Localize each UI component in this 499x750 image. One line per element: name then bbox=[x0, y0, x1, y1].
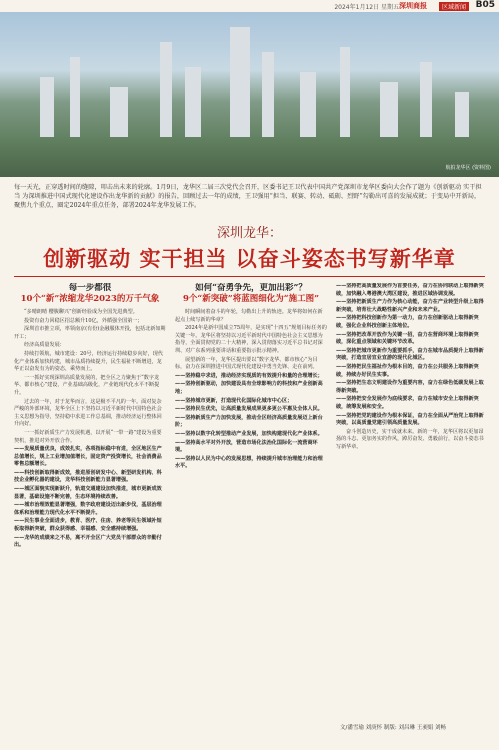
body-paragraph: 投资有奋力回稳区招总额升10亿，外循强全国第一； bbox=[24, 317, 143, 324]
body-paragraph: ——城市治理效能显著增强，数字政府建设迈出新步伐，基层治理体系和治理能力现代化水平不断提升。 bbox=[14, 502, 162, 516]
col3-body bbox=[336, 283, 488, 451]
kicker: 深圳龙华： bbox=[216, 226, 282, 241]
body-paragraph: ——坚持把改革开放作为关键一招，奋力在营商环境上取得新突破，深化重点领域和关键环节改革。 bbox=[336, 331, 479, 346]
body-paragraph: 一一抓好实现深圳高质量发展的，把全区之力聚焦于“数字龙华、都市核心”建设，产业基础高级化，产业链现代化水平不断提升。 bbox=[14, 374, 160, 396]
body-paragraph: ——坚持把高质量发展作为首要任务，奋力在协同联动上取得新突破，加快融入粤港澳大湾区建设，推进区域协调发展。 bbox=[336, 283, 484, 297]
body-paragraph: 持续打领航，城市建设：20号，经济运行持续稳步向好，现代化产业体系加快构建，城市品质持续提升，民生福祉不断增进，龙华正以奋发有为的姿态，乘势而上。 bbox=[14, 350, 163, 373]
body-paragraph: ——坚持以人民为中心的发展思想，持续提升城市治理能力和治理水平。 bbox=[175, 455, 323, 470]
photo-credit: 航拍龙华区 (资料图) bbox=[445, 165, 491, 171]
body-paragraph: 过去的一年，对于龙华而言，这是极不平凡的一年。面对复杂严峻的外部环境，龙华全区上下坚持以习近平新时代中国特色社会主义思想为指导，坚持稳中求进工作总基调，推动经济运行整体回升向好。 bbox=[14, 398, 162, 428]
body-paragraph: “多晴朗晴 樱腹聊兴”创新经验成为全国先进典型。 bbox=[24, 309, 138, 315]
body-paragraph: ——坚持把生态文明建设作为重要内容，奋力在绿色低碳发展上取得新突破。 bbox=[336, 380, 484, 394]
column-2 bbox=[175, 283, 327, 738]
body-paragraph: 2024年是新中国成立75周年，是实现“十四五”规划目标任务的关键一年。龙华区将坚持以习近平新时代中国特色社会主义思想为指导，全面贯彻党的二十大精神，深入贯彻落实习近平总书记对深圳、对广东系列重要讲话和重要指示批示精神。 bbox=[175, 325, 327, 354]
col1-subhead-line2: 10个“新”浓缩龙华2023的万千气象 bbox=[20, 294, 160, 304]
issue-date: 2024年1月12日 星期五 bbox=[334, 4, 399, 11]
divider bbox=[14, 276, 485, 277]
body-paragraph: ——科技创新取得新成效，推进原创研发中心、新型研发机构、科技企业孵化器的建设，龙华科技创新能力显著增强。 bbox=[14, 469, 162, 484]
byline: 文/潘雪瑜 刘庚怀 制版: 刘昌琳 王昶娟 刘畅 bbox=[340, 725, 446, 731]
body-paragraph: 经济高质量发展： bbox=[24, 342, 65, 349]
body-paragraph: ——龙华的成绩来之不易，离不开全区广大党员干部群众的辛勤付出。 bbox=[14, 534, 162, 549]
body-paragraph: ——坚持稳中求进，推动经济实现质的有效提升和量的合理增长； bbox=[175, 372, 323, 379]
body-paragraph: ——坚持以数字化转型推动产业发展，加快构建现代化产业体系。 bbox=[175, 430, 323, 437]
body-paragraph: ——坚持把科技创新作为第一动力，奋力在创新驱动上取得新突破，强化企业科技创新主体地位。 bbox=[336, 315, 479, 329]
body-paragraph: ——坚持把民生福祉作为根本目的，奋力在公共服务上取得新突破，持续办好民生实事。 bbox=[336, 363, 479, 378]
column-1 bbox=[14, 283, 166, 738]
body-paragraph: ——坚持新质生产力加快发展，推动全区经济高质量发展迈上新台阶； bbox=[175, 414, 323, 429]
page-header bbox=[0, 0, 499, 12]
body-paragraph: 展望新的一年，龙华区提出要以“数字龙华、都市核心”为目标，奋力在深圳推进中国式现代化建设中勇当先锋、走在前列。 bbox=[175, 356, 318, 371]
body-paragraph: 时间瞬间着奋斗的年轮，勾勒出上升的轨迹。龙华将如何在新起点上续写新的华章？ bbox=[175, 309, 323, 323]
column-3 bbox=[336, 283, 488, 738]
col1-subhead-line1: 每一步都很 bbox=[68, 283, 112, 293]
body-paragraph: ——民生事业全面进步，教育、医疗、住房、养老等民生领域补短板取得新突破，群众获得感、幸福感、安全感持续增强。 bbox=[14, 518, 162, 533]
body-paragraph: ——坚持把城市更新作为重要抓手，奋力在城市品质提升上取得新突破，打造宜居宜业宜游的现代化城区。 bbox=[336, 347, 484, 362]
col1-body bbox=[14, 309, 166, 550]
body-paragraph: ——坚持民生优先，让高质量发展成果更多更公平惠及全体人民。 bbox=[175, 406, 323, 413]
body-paragraph: ——坚持城市更新，打造现代化国际化城市中心区； bbox=[175, 397, 293, 404]
page-number: B05 bbox=[475, 0, 495, 10]
body-paragraph: ——坚持把党的建设作为根本保证，奋力在全面从严治党上取得新突破，以高质量党建引领高质量发展。 bbox=[336, 412, 484, 427]
lead-paragraph: 每一天光，正穿透时间的缝隙，叩击出未来的轮廓。1月9日，龙华区二届三次党代会召开，区委书记王卫代表中国共产党深圳市龙华区委向大会作了题为《创新驱动 实干担当 为深圳推进中国式现代化建设作出龙华新的贡献》的报告，回顾过去一年的成绩，王卫强用“担当、联赛、转动、砥砺、烈野”勾勒出可喜的发展成就；于变局中开新局，聚焦九个重点，圈定2024年重点任务，部署2024年龙华发展工作。 bbox=[14, 184, 482, 209]
main-headline: 创新驱动 实干担当 以奋斗姿态书写新华章 bbox=[43, 246, 456, 271]
col2-subhead-line1: 如何“奋勇争先，更加出彩”？ bbox=[195, 283, 307, 293]
body-paragraph: ——坚持高水平对外开放，营造市场化法治化国际化一流营商环境。 bbox=[175, 439, 318, 454]
body-paragraph: ——城区面貌实现新跃升，轨道交通建设加快推进，城市更新成效显著，基础设施不断完善，生态环境持续改善。 bbox=[14, 486, 162, 500]
body-paragraph: ——发展质量优良，成效扎实，各项指标稳中有进，全区地区生产总值增长，规上工业增加值增长，固定资产投资增长，社会消费品零售总额增长。 bbox=[14, 446, 162, 468]
body-paragraph: ——坚持创新驱动，加快建设具有全球影响力的科技和产业创新高地； bbox=[175, 381, 323, 395]
aerial-city-photo bbox=[0, 12, 499, 177]
col2-subhead bbox=[175, 283, 327, 305]
body-paragraph: 一一抓好新质生产力发展机遇，以开展“一带一路”建设为重要契机，推进对外开放合作。 bbox=[14, 429, 162, 444]
masthead: 深圳商报 bbox=[399, 2, 427, 10]
body-paragraph: 深圳首市推立项，率领南京(有份)金融服体开投，包括北新如期开工； bbox=[14, 326, 166, 340]
body-paragraph: ——坚持把安全发展作为底线要求，奋力在城市安全上取得新突破，统筹发展和安全。 bbox=[336, 396, 479, 410]
col2-subhead-line2: 9个“新突破”将蓝图细化为“施工图” bbox=[183, 294, 319, 304]
section-badge: 区域新闻 bbox=[439, 2, 469, 11]
col2-body bbox=[175, 309, 327, 471]
body-paragraph: 奋斗创造历史，实干成就未来。新的一年，龙华区将以更加昂扬的斗志、更加务实的作风，踔厉奋发、勇毅前行，以奋斗姿态书写新华章。 bbox=[336, 428, 484, 450]
col1-subhead bbox=[14, 283, 166, 305]
body-paragraph: ——坚持把新质生产力作为核心动能，奋力在产业转型升级上取得新突破，培育壮大战略性新兴产业和未来产业。 bbox=[336, 299, 484, 313]
